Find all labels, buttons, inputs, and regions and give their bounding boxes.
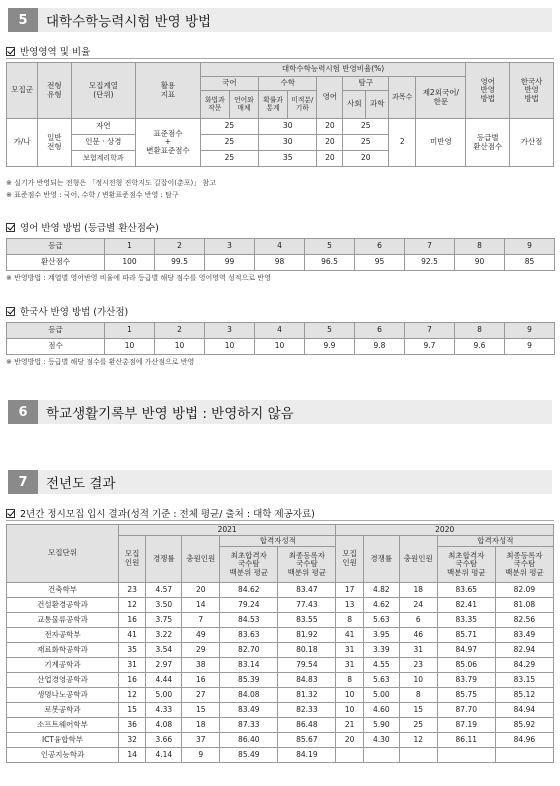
value-cell xyxy=(363,748,399,763)
value-cell: 81.92 xyxy=(278,628,336,643)
th-extra: 충원인원 xyxy=(182,536,220,583)
cell-math: 35 xyxy=(259,151,317,167)
grade-cell: 7 xyxy=(405,323,455,339)
cell-eng-method: 등급별 환산점수 xyxy=(466,119,510,167)
grade-cell: 1 xyxy=(105,323,155,339)
value-cell: 12 xyxy=(118,598,145,613)
grade-cell: 1 xyxy=(105,239,155,255)
value-cell: 79.24 xyxy=(220,598,278,613)
checkbox-icon xyxy=(6,509,15,518)
value-cell: 82.56 xyxy=(495,613,553,628)
subheading-text: 2년간 정시모집 입시 결과(성적 기준 : 전체 평균/ 출처 : 대학 제공자료) xyxy=(20,509,315,520)
th-eng: 영어 xyxy=(317,77,343,119)
score-cell: 98 xyxy=(255,255,305,271)
value-cell xyxy=(495,748,553,763)
th-first: 최초합격자 국수탐 백분위 평균 xyxy=(437,547,495,583)
unit-name-cell: 산업경영공학과 xyxy=(7,673,119,688)
value-cell: 84.83 xyxy=(278,673,336,688)
value-cell: 6 xyxy=(399,613,437,628)
th-grade: 등급 xyxy=(7,323,105,339)
cell-group: 가/나 xyxy=(7,119,38,167)
th-year-2021: 2021 xyxy=(118,525,335,536)
grade-cell: 5 xyxy=(305,239,355,255)
score-cell: 9 xyxy=(505,339,555,355)
cell-eng: 20 xyxy=(317,151,343,167)
table-row xyxy=(7,718,554,733)
value-cell: 83.49 xyxy=(495,628,553,643)
th-group: 모집군 xyxy=(7,63,38,119)
value-cell: 84.62 xyxy=(220,583,278,598)
value-cell: 3.75 xyxy=(146,613,182,628)
value-cell: 23 xyxy=(118,583,145,598)
th-index: 활용 지표 xyxy=(136,63,201,119)
value-cell: 31 xyxy=(336,643,363,658)
unit-name-cell: 기계공학과 xyxy=(7,658,119,673)
value-cell: 8 xyxy=(336,673,363,688)
score-cell: 90 xyxy=(455,255,505,271)
th-year-2020: 2020 xyxy=(336,525,554,536)
th-quota: 모집 인원 xyxy=(118,536,145,583)
th-first: 최초합격자 국수탐 백분위 평균 xyxy=(220,547,278,583)
unit-name-cell: 로봇공학과 xyxy=(7,703,119,718)
th-kor: 국어 xyxy=(200,77,258,91)
value-cell: 3.54 xyxy=(146,643,182,658)
th-unit: 모집단위 xyxy=(7,525,119,583)
score-cell: 96.5 xyxy=(305,255,355,271)
value-cell: 14 xyxy=(182,598,220,613)
value-cell: 85.71 xyxy=(437,628,495,643)
th-eng-method: 영어 반영 방법 xyxy=(466,63,510,119)
value-cell: 83.47 xyxy=(278,583,336,598)
table-row xyxy=(7,673,554,688)
value-cell: 3.22 xyxy=(146,628,182,643)
unit-name-cell: 소프트웨어학부 xyxy=(7,718,119,733)
value-cell: 84.29 xyxy=(495,658,553,673)
section-number: 6 xyxy=(8,400,38,424)
value-cell: 4.55 xyxy=(363,658,399,673)
section-6-header xyxy=(8,400,552,424)
th-unit: 모집계열 (단위) xyxy=(71,63,136,119)
value-cell: 3.39 xyxy=(363,643,399,658)
value-cell: 85.06 xyxy=(437,658,495,673)
cell-eng: 20 xyxy=(317,119,343,135)
section-title: 전년도 결과 xyxy=(38,470,552,494)
value-cell: 9 xyxy=(182,748,220,763)
cell-subj-cnt: 2 xyxy=(389,119,416,167)
section-title: 대학수학능력시험 반영 방법 xyxy=(38,8,552,32)
value-cell: 41 xyxy=(118,628,145,643)
value-cell: 10 xyxy=(336,688,363,703)
table-row xyxy=(7,583,554,598)
unit-name-cell: 교통물류공학과 xyxy=(7,613,119,628)
th-k2: 언어와 매체 xyxy=(229,91,258,119)
th-pass: 합격자성적 xyxy=(437,536,553,547)
grade-cell: 6 xyxy=(355,239,405,255)
value-cell: 5.63 xyxy=(363,673,399,688)
value-cell: 86.48 xyxy=(278,718,336,733)
value-cell: 15 xyxy=(399,703,437,718)
value-cell: 7 xyxy=(182,613,220,628)
value-cell: 16 xyxy=(118,673,145,688)
th-k1: 화법과 작문 xyxy=(200,91,229,119)
value-cell: 83.15 xyxy=(495,673,553,688)
value-cell: 3.50 xyxy=(146,598,182,613)
value-cell: 82.70 xyxy=(220,643,278,658)
cell-kor: 25 xyxy=(200,151,258,167)
value-cell: 83.49 xyxy=(220,703,278,718)
value-cell: 85.12 xyxy=(495,688,553,703)
value-cell: 82.41 xyxy=(437,598,495,613)
value-cell: 85.75 xyxy=(437,688,495,703)
checkbox-icon xyxy=(6,47,15,56)
score-cell: 10 xyxy=(205,339,255,355)
value-cell: 18 xyxy=(399,583,437,598)
score-cell: 95 xyxy=(355,255,405,271)
value-cell: 5.63 xyxy=(363,613,399,628)
table-row xyxy=(7,598,554,613)
cell-track: 일반 전형 xyxy=(38,119,71,167)
value-cell: 87.19 xyxy=(437,718,495,733)
grade-cell: 9 xyxy=(505,239,555,255)
value-cell xyxy=(437,748,495,763)
value-cell: 84.53 xyxy=(220,613,278,628)
unit-name-cell: 건설환경공학과 xyxy=(7,598,119,613)
value-cell: 84.19 xyxy=(278,748,336,763)
grade-cell: 8 xyxy=(455,239,505,255)
value-cell: 25 xyxy=(399,718,437,733)
cell-index: 표준점수 + 변환표준점수 xyxy=(136,119,201,167)
value-cell: 16 xyxy=(182,673,220,688)
value-cell: 4.30 xyxy=(363,733,399,748)
th-subj-cnt: 과목수 xyxy=(389,77,416,119)
table-row xyxy=(7,613,554,628)
th-extra: 충원인원 xyxy=(399,536,437,583)
value-cell: 38 xyxy=(182,658,220,673)
cell-hist-method: 가산점 xyxy=(510,119,554,167)
value-cell: 31 xyxy=(336,658,363,673)
th-final: 최종등록자 국수탐 백분위 평균 xyxy=(278,547,336,583)
th-quota: 모집 인원 xyxy=(336,536,363,583)
score-cell: 10 xyxy=(155,339,205,355)
value-cell: 87.70 xyxy=(437,703,495,718)
value-cell: 82.94 xyxy=(495,643,553,658)
unit-name-cell: 건축학부 xyxy=(7,583,119,598)
value-cell: 17 xyxy=(336,583,363,598)
checkbox-icon xyxy=(6,223,15,232)
th-pass: 합격자성적 xyxy=(220,536,336,547)
value-cell: 83.35 xyxy=(437,613,495,628)
row-label: 점수 xyxy=(7,339,105,355)
value-cell: 31 xyxy=(399,643,437,658)
th-math: 수학 xyxy=(259,77,317,91)
score-cell: 10 xyxy=(105,339,155,355)
value-cell: 10 xyxy=(399,673,437,688)
th-rate: 경쟁률 xyxy=(146,536,182,583)
divider xyxy=(6,520,554,521)
th-lang: 제2외국어/ 한문 xyxy=(416,77,466,119)
grade-cell: 3 xyxy=(205,239,255,255)
cell-inq: 25 xyxy=(343,135,389,151)
value-cell: 84.97 xyxy=(437,643,495,658)
value-cell: 84.96 xyxy=(495,733,553,748)
value-cell: 16 xyxy=(118,613,145,628)
value-cell: 13 xyxy=(336,598,363,613)
cell-unit: 인문 · 상경 xyxy=(71,135,136,151)
value-cell: 82.33 xyxy=(278,703,336,718)
score-cell: 9.6 xyxy=(455,339,505,355)
value-cell: 31 xyxy=(118,658,145,673)
value-cell: 3.95 xyxy=(363,628,399,643)
value-cell: 8 xyxy=(399,688,437,703)
value-cell: 85.49 xyxy=(220,748,278,763)
english-table xyxy=(6,238,555,271)
score-cell: 85 xyxy=(505,255,555,271)
ratio-table xyxy=(6,62,554,167)
value-cell: 84.08 xyxy=(220,688,278,703)
value-cell: 85.67 xyxy=(278,733,336,748)
value-cell: 32 xyxy=(118,733,145,748)
value-cell: 23 xyxy=(399,658,437,673)
value-cell: 21 xyxy=(336,718,363,733)
value-cell: 3.66 xyxy=(146,733,182,748)
cell-kor: 25 xyxy=(200,119,258,135)
note: ※ 반영방법 : 계열별 영어반영 비율에 따라 등급별 해당 점수를 영어영역 성적으로 반영 xyxy=(6,274,271,282)
th-ratio: 대학수학능력시험 반영비율(%) xyxy=(200,63,466,77)
th-inq: 탐구 xyxy=(343,77,389,91)
value-cell: 85.39 xyxy=(220,673,278,688)
score-cell: 10 xyxy=(255,339,305,355)
grade-cell: 6 xyxy=(355,323,405,339)
table-row xyxy=(7,733,554,748)
section-7-header xyxy=(8,470,552,494)
cell-unit: 보험계리학과 xyxy=(71,151,136,167)
value-cell: 8 xyxy=(336,613,363,628)
section-5-header xyxy=(8,8,552,32)
grade-cell: 4 xyxy=(255,239,305,255)
value-cell: 4.57 xyxy=(146,583,182,598)
section-number: 7 xyxy=(8,470,38,494)
value-cell: 83.63 xyxy=(220,628,278,643)
value-cell: 77.43 xyxy=(278,598,336,613)
value-cell: 4.62 xyxy=(363,598,399,613)
grade-cell: 7 xyxy=(405,239,455,255)
value-cell: 81.08 xyxy=(495,598,553,613)
grade-cell: 8 xyxy=(455,323,505,339)
th-s1: 사회 xyxy=(343,91,366,119)
note: ※ 표준점수 반영 : 국어, 수학 / 변환표준점수 반영 : 탐구 xyxy=(6,191,179,199)
value-cell: 84.94 xyxy=(495,703,553,718)
value-cell xyxy=(399,748,437,763)
unit-name-cell: 전자공학부 xyxy=(7,628,119,643)
value-cell: 4.33 xyxy=(146,703,182,718)
value-cell: 86.40 xyxy=(220,733,278,748)
divider xyxy=(6,58,554,59)
grade-cell: 4 xyxy=(255,323,305,339)
th-grade: 등급 xyxy=(7,239,105,255)
cell-math: 30 xyxy=(259,119,317,135)
value-cell: 20 xyxy=(182,583,220,598)
value-cell: 12 xyxy=(118,688,145,703)
value-cell: 4.14 xyxy=(146,748,182,763)
subheading-english xyxy=(6,220,159,234)
table-row xyxy=(7,748,554,763)
grade-cell: 9 xyxy=(505,323,555,339)
value-cell: 18 xyxy=(182,718,220,733)
section-number: 5 xyxy=(8,8,38,32)
table-row xyxy=(7,688,554,703)
value-cell: 5.00 xyxy=(363,688,399,703)
unit-name-cell: 생명나노공학과 xyxy=(7,688,119,703)
th-rate: 경쟁률 xyxy=(363,536,399,583)
value-cell: 83.65 xyxy=(437,583,495,598)
unit-name-cell: 인공지능학과 xyxy=(7,748,119,763)
score-cell: 100 xyxy=(105,255,155,271)
cell-inq: 25 xyxy=(343,119,389,135)
value-cell: 29 xyxy=(182,643,220,658)
value-cell: 83.55 xyxy=(278,613,336,628)
results-table xyxy=(6,524,554,763)
grade-cell: 3 xyxy=(205,323,255,339)
row-label: 환산점수 xyxy=(7,255,105,271)
subheading-ratio xyxy=(6,44,90,58)
value-cell: 49 xyxy=(182,628,220,643)
value-cell: 81.32 xyxy=(278,688,336,703)
cell-lang: 미반영 xyxy=(416,119,466,167)
value-cell: 82.09 xyxy=(495,583,553,598)
cell-inq: 20 xyxy=(343,151,389,167)
value-cell: 41 xyxy=(336,628,363,643)
grade-cell: 2 xyxy=(155,323,205,339)
value-cell: 4.82 xyxy=(363,583,399,598)
subheading-history xyxy=(6,304,128,318)
value-cell: 2.97 xyxy=(146,658,182,673)
cell-eng: 20 xyxy=(317,135,343,151)
value-cell: 5.00 xyxy=(146,688,182,703)
subheading-text: 영어 반영 방법 (등급별 환산점수) xyxy=(20,223,159,234)
unit-name-cell: ICT융합학부 xyxy=(7,733,119,748)
value-cell: 86.11 xyxy=(437,733,495,748)
value-cell: 20 xyxy=(336,733,363,748)
cell-kor: 25 xyxy=(200,135,258,151)
value-cell: 27 xyxy=(182,688,220,703)
value-cell: 87.33 xyxy=(220,718,278,733)
score-cell: 9.8 xyxy=(355,339,405,355)
value-cell xyxy=(336,748,363,763)
subheading-result xyxy=(6,506,315,520)
th-s2: 과학 xyxy=(366,91,389,119)
value-cell: 12 xyxy=(399,733,437,748)
value-cell: 79.54 xyxy=(278,658,336,673)
history-table xyxy=(6,322,555,355)
value-cell: 35 xyxy=(118,643,145,658)
value-cell: 37 xyxy=(182,733,220,748)
table-row xyxy=(7,643,554,658)
table-row xyxy=(7,703,554,718)
th-hist-method: 한국사 반영 방법 xyxy=(510,63,554,119)
value-cell: 4.44 xyxy=(146,673,182,688)
th-final: 최종등록자 국수탐 백분위 평균 xyxy=(495,547,553,583)
score-cell: 99 xyxy=(205,255,255,271)
score-cell: 99.5 xyxy=(155,255,205,271)
table-row xyxy=(7,628,554,643)
value-cell: 14 xyxy=(118,748,145,763)
value-cell: 10 xyxy=(336,703,363,718)
checkbox-icon xyxy=(6,307,15,316)
value-cell: 46 xyxy=(399,628,437,643)
value-cell: 80.18 xyxy=(278,643,336,658)
cell-math: 30 xyxy=(259,135,317,151)
note: ※ 실기가 반영되는 전형은 「정시전형 진학지도 길잡이(춘포)」 참고 xyxy=(6,179,216,187)
table-row xyxy=(7,658,554,673)
subheading-text: 한국사 반영 방법 (가산점) xyxy=(20,307,129,318)
value-cell: 85.92 xyxy=(495,718,553,733)
value-cell: 15 xyxy=(118,703,145,718)
grade-cell: 2 xyxy=(155,239,205,255)
th-m2: 미적분/ 기하 xyxy=(288,91,317,119)
score-cell: 9.9 xyxy=(305,339,355,355)
score-cell: 92.5 xyxy=(405,255,455,271)
score-cell: 9.7 xyxy=(405,339,455,355)
grade-cell: 5 xyxy=(305,323,355,339)
value-cell: 4.08 xyxy=(146,718,182,733)
value-cell: 4.60 xyxy=(363,703,399,718)
value-cell: 24 xyxy=(399,598,437,613)
value-cell: 15 xyxy=(182,703,220,718)
th-m1: 확률과 통계 xyxy=(259,91,288,119)
value-cell: 36 xyxy=(118,718,145,733)
th-track: 전형 유형 xyxy=(38,63,71,119)
value-cell: 5.90 xyxy=(363,718,399,733)
value-cell: 83.14 xyxy=(220,658,278,673)
value-cell: 83.79 xyxy=(437,673,495,688)
cell-unit: 자연 xyxy=(71,119,136,135)
note: ※ 반영방법 : 등급별 해당 점수를 환산총점에 가산점으로 반영 xyxy=(6,358,195,366)
subheading-text: 반영영역 및 비율 xyxy=(20,47,91,58)
unit-name-cell: 재료화학공학과 xyxy=(7,643,119,658)
section-title: 학교생활기록부 반영 방법 : 반영하지 않음 xyxy=(38,400,552,424)
